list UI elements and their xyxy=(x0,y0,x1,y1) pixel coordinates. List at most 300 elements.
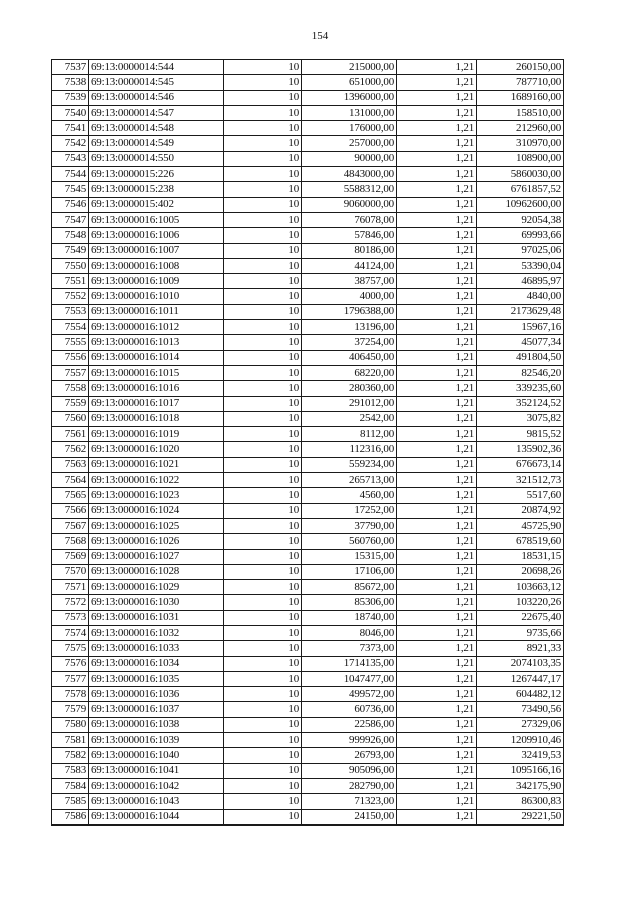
rate-cell: 10 xyxy=(224,243,302,258)
cadastral-number-cell: 69:13:0000016:1019 xyxy=(89,427,224,442)
coefficient-cell: 1,21 xyxy=(397,610,477,625)
rate-cell: 10 xyxy=(224,350,302,365)
cadastral-value-cell: 5588312,00 xyxy=(302,182,397,197)
cadastral-number-cell: 69:13:0000015:402 xyxy=(89,197,224,212)
coefficient-cell: 1,21 xyxy=(397,442,477,457)
rate-cell: 10 xyxy=(224,335,302,350)
total-value-cell: 678519,60 xyxy=(477,534,564,549)
cadastral-value-cell: 4000,00 xyxy=(302,289,397,304)
cadastral-value-cell: 4843000,00 xyxy=(302,167,397,182)
cadastral-number-cell: 69:13:0000016:1041 xyxy=(89,763,224,778)
total-value-cell: 212960,00 xyxy=(477,121,564,136)
rate-cell: 10 xyxy=(224,717,302,732)
row-number-cell: 7581 xyxy=(52,733,89,748)
coefficient-cell: 1,21 xyxy=(397,473,477,488)
table-row xyxy=(52,733,564,748)
cadastral-number-cell: 69:13:0000016:1028 xyxy=(89,564,224,579)
cadastral-number-cell: 69:13:0000016:1013 xyxy=(89,335,224,350)
total-value-cell: 1267447,17 xyxy=(477,671,564,686)
cadastral-value-cell: 176000,00 xyxy=(302,121,397,136)
table-row xyxy=(52,258,564,273)
cadastral-number-cell: 69:13:0000016:1039 xyxy=(89,733,224,748)
table-row xyxy=(52,365,564,380)
table-row xyxy=(52,748,564,763)
cadastral-number-cell: 69:13:0000016:1031 xyxy=(89,610,224,625)
rate-cell: 10 xyxy=(224,595,302,610)
rate-cell: 10 xyxy=(224,625,302,640)
rate-cell: 10 xyxy=(224,411,302,426)
cadastral-value-cell: 15315,00 xyxy=(302,549,397,564)
table-row xyxy=(52,610,564,625)
rate-cell: 10 xyxy=(224,794,302,809)
table-row xyxy=(52,595,564,610)
coefficient-cell: 1,21 xyxy=(397,763,477,778)
coefficient-cell: 1,21 xyxy=(397,121,477,136)
table-row xyxy=(52,167,564,182)
row-number-cell: 7542 xyxy=(52,136,89,151)
coefficient-cell: 1,21 xyxy=(397,289,477,304)
cadastral-value-cell: 2542,00 xyxy=(302,411,397,426)
coefficient-cell: 1,21 xyxy=(397,381,477,396)
table-row xyxy=(52,457,564,472)
total-value-cell: 92054,38 xyxy=(477,212,564,227)
row-number-cell: 7560 xyxy=(52,411,89,426)
table-row xyxy=(52,427,564,442)
table-row xyxy=(52,121,564,136)
rate-cell: 10 xyxy=(224,289,302,304)
cadastral-number-cell: 69:13:0000016:1040 xyxy=(89,748,224,763)
coefficient-cell: 1,21 xyxy=(397,136,477,151)
coefficient-cell: 1,21 xyxy=(397,794,477,809)
table-row xyxy=(52,442,564,457)
cadastral-value-cell: 8046,00 xyxy=(302,625,397,640)
coefficient-cell: 1,21 xyxy=(397,534,477,549)
rate-cell: 10 xyxy=(224,518,302,533)
cadastral-number-cell: 69:13:0000016:1017 xyxy=(89,396,224,411)
rate-cell: 10 xyxy=(224,151,302,166)
table-row xyxy=(52,687,564,702)
cadastral-number-cell: 69:13:0000016:1030 xyxy=(89,595,224,610)
table-row xyxy=(52,549,564,564)
row-number-cell: 7552 xyxy=(52,289,89,304)
total-value-cell: 97025,06 xyxy=(477,243,564,258)
table-row xyxy=(52,182,564,197)
cadastral-value-cell: 38757,00 xyxy=(302,274,397,289)
total-value-cell: 352124,52 xyxy=(477,396,564,411)
table-row xyxy=(52,289,564,304)
cadastral-value-cell: 71323,00 xyxy=(302,794,397,809)
cadastral-number-cell: 69:13:0000016:1016 xyxy=(89,381,224,396)
row-number-cell: 7566 xyxy=(52,503,89,518)
cadastral-value-cell: 90000,00 xyxy=(302,151,397,166)
cadastral-number-cell: 69:13:0000016:1034 xyxy=(89,656,224,671)
cadastral-value-cell: 60736,00 xyxy=(302,702,397,717)
rate-cell: 10 xyxy=(224,748,302,763)
cadastral-number-cell: 69:13:0000016:1011 xyxy=(89,304,224,319)
table-row xyxy=(52,212,564,227)
rate-cell: 10 xyxy=(224,60,302,75)
cadastral-number-cell: 69:13:0000014:545 xyxy=(89,75,224,90)
cadastral-number-cell: 69:13:0000016:1018 xyxy=(89,411,224,426)
table-row xyxy=(52,60,564,75)
coefficient-cell: 1,21 xyxy=(397,656,477,671)
row-number-cell: 7565 xyxy=(52,488,89,503)
total-value-cell: 22675,40 xyxy=(477,610,564,625)
rate-cell: 10 xyxy=(224,105,302,120)
table-row xyxy=(52,534,564,549)
rate-cell: 10 xyxy=(224,656,302,671)
total-value-cell: 321512,73 xyxy=(477,473,564,488)
rate-cell: 10 xyxy=(224,381,302,396)
total-value-cell: 342175,90 xyxy=(477,778,564,793)
coefficient-cell: 1,21 xyxy=(397,243,477,258)
coefficient-cell: 1,21 xyxy=(397,733,477,748)
cadastral-value-cell: 80186,00 xyxy=(302,243,397,258)
total-value-cell: 4840,00 xyxy=(477,289,564,304)
row-number-cell: 7570 xyxy=(52,564,89,579)
table-row xyxy=(52,75,564,90)
table-row xyxy=(52,411,564,426)
cadastral-value-cell: 18740,00 xyxy=(302,610,397,625)
cadastral-number-cell: 69:13:0000016:1012 xyxy=(89,320,224,335)
row-number-cell: 7547 xyxy=(52,212,89,227)
row-number-cell: 7576 xyxy=(52,656,89,671)
row-number-cell: 7578 xyxy=(52,687,89,702)
cadastral-value-cell: 1396000,00 xyxy=(302,90,397,105)
table-row xyxy=(52,503,564,518)
rate-cell: 10 xyxy=(224,809,302,825)
total-value-cell: 45725,90 xyxy=(477,518,564,533)
table-row xyxy=(52,396,564,411)
total-value-cell: 676673,14 xyxy=(477,457,564,472)
total-value-cell: 45077,34 xyxy=(477,335,564,350)
cadastral-value-cell: 37254,00 xyxy=(302,335,397,350)
row-number-cell: 7562 xyxy=(52,442,89,457)
row-number-cell: 7584 xyxy=(52,778,89,793)
total-value-cell: 46895,97 xyxy=(477,274,564,289)
cadastral-number-cell: 69:13:0000016:1042 xyxy=(89,778,224,793)
cadastral-number-cell: 69:13:0000014:548 xyxy=(89,121,224,136)
cadastral-value-cell: 24150,00 xyxy=(302,809,397,825)
total-value-cell: 73490,56 xyxy=(477,702,564,717)
cadastral-number-cell: 69:13:0000016:1025 xyxy=(89,518,224,533)
cadastral-number-cell: 69:13:0000016:1036 xyxy=(89,687,224,702)
table-row xyxy=(52,641,564,656)
row-number-cell: 7577 xyxy=(52,671,89,686)
coefficient-cell: 1,21 xyxy=(397,304,477,319)
coefficient-cell: 1,21 xyxy=(397,580,477,595)
row-number-cell: 7585 xyxy=(52,794,89,809)
rate-cell: 10 xyxy=(224,365,302,380)
total-value-cell: 53390,04 xyxy=(477,258,564,273)
cadastral-value-cell: 85672,00 xyxy=(302,580,397,595)
cadastral-number-cell: 69:13:0000014:547 xyxy=(89,105,224,120)
row-number-cell: 7563 xyxy=(52,457,89,472)
coefficient-cell: 1,21 xyxy=(397,75,477,90)
total-value-cell: 5517,60 xyxy=(477,488,564,503)
cadastral-number-cell: 69:13:0000014:549 xyxy=(89,136,224,151)
coefficient-cell: 1,21 xyxy=(397,274,477,289)
rate-cell: 10 xyxy=(224,197,302,212)
row-number-cell: 7583 xyxy=(52,763,89,778)
row-number-cell: 7551 xyxy=(52,274,89,289)
row-number-cell: 7557 xyxy=(52,365,89,380)
cadastral-value-cell: 406450,00 xyxy=(302,350,397,365)
total-value-cell: 69993,66 xyxy=(477,228,564,243)
cadastral-value-cell: 131000,00 xyxy=(302,105,397,120)
row-number-cell: 7572 xyxy=(52,595,89,610)
rate-cell: 10 xyxy=(224,457,302,472)
cadastral-value-cell: 905096,00 xyxy=(302,763,397,778)
rate-cell: 10 xyxy=(224,442,302,457)
coefficient-cell: 1,21 xyxy=(397,702,477,717)
rate-cell: 10 xyxy=(224,320,302,335)
total-value-cell: 310970,00 xyxy=(477,136,564,151)
cadastral-value-cell: 7373,00 xyxy=(302,641,397,656)
table-body xyxy=(52,60,564,825)
total-value-cell: 20874,92 xyxy=(477,503,564,518)
rate-cell: 10 xyxy=(224,473,302,488)
coefficient-cell: 1,21 xyxy=(397,671,477,686)
cadastral-number-cell: 69:13:0000016:1010 xyxy=(89,289,224,304)
row-number-cell: 7555 xyxy=(52,335,89,350)
coefficient-cell: 1,21 xyxy=(397,809,477,825)
coefficient-cell: 1,21 xyxy=(397,488,477,503)
table-row xyxy=(52,656,564,671)
cadastral-number-cell: 69:13:0000016:1007 xyxy=(89,243,224,258)
cadastral-value-cell: 1714135,00 xyxy=(302,656,397,671)
table-row xyxy=(52,304,564,319)
row-number-cell: 7541 xyxy=(52,121,89,136)
cadastral-number-cell: 69:13:0000016:1032 xyxy=(89,625,224,640)
coefficient-cell: 1,21 xyxy=(397,564,477,579)
coefficient-cell: 1,21 xyxy=(397,228,477,243)
cadastral-number-cell: 69:13:0000016:1006 xyxy=(89,228,224,243)
total-value-cell: 2074103,35 xyxy=(477,656,564,671)
total-value-cell: 86300,83 xyxy=(477,794,564,809)
cadastral-number-cell: 69:13:0000014:544 xyxy=(89,60,224,75)
cadastral-value-cell: 68220,00 xyxy=(302,365,397,380)
rate-cell: 10 xyxy=(224,488,302,503)
row-number-cell: 7564 xyxy=(52,473,89,488)
row-number-cell: 7546 xyxy=(52,197,89,212)
total-value-cell: 9735,66 xyxy=(477,625,564,640)
cadastral-value-cell: 17106,00 xyxy=(302,564,397,579)
total-value-cell: 82546,20 xyxy=(477,365,564,380)
cadastral-value-cell: 22586,00 xyxy=(302,717,397,732)
coefficient-cell: 1,21 xyxy=(397,503,477,518)
cadastral-number-cell: 69:13:0000016:1008 xyxy=(89,258,224,273)
row-number-cell: 7574 xyxy=(52,625,89,640)
rate-cell: 10 xyxy=(224,75,302,90)
cadastral-value-cell: 499572,00 xyxy=(302,687,397,702)
table-row xyxy=(52,228,564,243)
table-row xyxy=(52,564,564,579)
cadastral-value-cell: 37790,00 xyxy=(302,518,397,533)
rate-cell: 10 xyxy=(224,763,302,778)
total-value-cell: 491804,50 xyxy=(477,350,564,365)
cadastral-value-cell: 112316,00 xyxy=(302,442,397,457)
total-value-cell: 15967,16 xyxy=(477,320,564,335)
cadastral-number-cell: 69:13:0000016:1033 xyxy=(89,641,224,656)
cadastral-value-cell: 57846,00 xyxy=(302,228,397,243)
coefficient-cell: 1,21 xyxy=(397,167,477,182)
coefficient-cell: 1,21 xyxy=(397,411,477,426)
rate-cell: 10 xyxy=(224,702,302,717)
cadastral-number-cell: 69:13:0000016:1026 xyxy=(89,534,224,549)
table-row xyxy=(52,473,564,488)
table-row xyxy=(52,105,564,120)
table-row xyxy=(52,243,564,258)
coefficient-cell: 1,21 xyxy=(397,197,477,212)
table-row xyxy=(52,381,564,396)
table-row xyxy=(52,136,564,151)
coefficient-cell: 1,21 xyxy=(397,151,477,166)
row-number-cell: 7539 xyxy=(52,90,89,105)
row-number-cell: 7573 xyxy=(52,610,89,625)
row-number-cell: 7575 xyxy=(52,641,89,656)
total-value-cell: 339235,60 xyxy=(477,381,564,396)
table-row xyxy=(52,671,564,686)
coefficient-cell: 1,21 xyxy=(397,335,477,350)
cadastral-number-cell: 69:13:0000016:1024 xyxy=(89,503,224,518)
table-row xyxy=(52,794,564,809)
total-value-cell: 20698,26 xyxy=(477,564,564,579)
row-number-cell: 7556 xyxy=(52,350,89,365)
coefficient-cell: 1,21 xyxy=(397,641,477,656)
cadastral-number-cell: 69:13:0000015:226 xyxy=(89,167,224,182)
cadastral-number-cell: 69:13:0000014:550 xyxy=(89,151,224,166)
table-row xyxy=(52,518,564,533)
total-value-cell: 32419,53 xyxy=(477,748,564,763)
coefficient-cell: 1,21 xyxy=(397,595,477,610)
cadastral-value-cell: 559234,00 xyxy=(302,457,397,472)
row-number-cell: 7580 xyxy=(52,717,89,732)
cadastral-number-cell: 69:13:0000016:1014 xyxy=(89,350,224,365)
table-row xyxy=(52,488,564,503)
cadastral-value-cell: 291012,00 xyxy=(302,396,397,411)
row-number-cell: 7545 xyxy=(52,182,89,197)
total-value-cell: 1209910,46 xyxy=(477,733,564,748)
cadastral-number-cell: 69:13:0000016:1015 xyxy=(89,365,224,380)
row-number-cell: 7553 xyxy=(52,304,89,319)
cadastral-value-cell: 26793,00 xyxy=(302,748,397,763)
table-row xyxy=(52,702,564,717)
rate-cell: 10 xyxy=(224,778,302,793)
total-value-cell: 103663,12 xyxy=(477,580,564,595)
cadastral-value-cell: 265713,00 xyxy=(302,473,397,488)
coefficient-cell: 1,21 xyxy=(397,717,477,732)
coefficient-cell: 1,21 xyxy=(397,518,477,533)
table-row xyxy=(52,717,564,732)
cadastral-number-cell: 69:13:0000015:238 xyxy=(89,182,224,197)
total-value-cell: 135902,36 xyxy=(477,442,564,457)
coefficient-cell: 1,21 xyxy=(397,365,477,380)
row-number-cell: 7568 xyxy=(52,534,89,549)
row-number-cell: 7548 xyxy=(52,228,89,243)
cadastral-value-cell: 85306,00 xyxy=(302,595,397,610)
total-value-cell: 6761857,52 xyxy=(477,182,564,197)
rate-cell: 10 xyxy=(224,549,302,564)
rate-cell: 10 xyxy=(224,182,302,197)
rate-cell: 10 xyxy=(224,228,302,243)
registry-table xyxy=(51,59,564,826)
total-value-cell: 5860030,00 xyxy=(477,167,564,182)
rate-cell: 10 xyxy=(224,564,302,579)
cadastral-value-cell: 257000,00 xyxy=(302,136,397,151)
row-number-cell: 7586 xyxy=(52,809,89,825)
row-number-cell: 7550 xyxy=(52,258,89,273)
coefficient-cell: 1,21 xyxy=(397,320,477,335)
total-value-cell: 787710,00 xyxy=(477,75,564,90)
row-number-cell: 7554 xyxy=(52,320,89,335)
rate-cell: 10 xyxy=(224,610,302,625)
total-value-cell: 9815,52 xyxy=(477,427,564,442)
cadastral-value-cell: 17252,00 xyxy=(302,503,397,518)
total-value-cell: 18531,15 xyxy=(477,549,564,564)
cadastral-value-cell: 999926,00 xyxy=(302,733,397,748)
coefficient-cell: 1,21 xyxy=(397,549,477,564)
rate-cell: 10 xyxy=(224,274,302,289)
total-value-cell: 8921,33 xyxy=(477,641,564,656)
cadastral-number-cell: 69:13:0000016:1029 xyxy=(89,580,224,595)
table-row xyxy=(52,197,564,212)
rate-cell: 10 xyxy=(224,503,302,518)
cadastral-value-cell: 44124,00 xyxy=(302,258,397,273)
cadastral-value-cell: 560760,00 xyxy=(302,534,397,549)
coefficient-cell: 1,21 xyxy=(397,105,477,120)
total-value-cell: 103220,26 xyxy=(477,595,564,610)
cadastral-value-cell: 282790,00 xyxy=(302,778,397,793)
table-row xyxy=(52,778,564,793)
page-number: 154 xyxy=(311,30,329,42)
coefficient-cell: 1,21 xyxy=(397,350,477,365)
rate-cell: 10 xyxy=(224,304,302,319)
cadastral-number-cell: 69:13:0000016:1022 xyxy=(89,473,224,488)
row-number-cell: 7544 xyxy=(52,167,89,182)
table-row xyxy=(52,274,564,289)
row-number-cell: 7561 xyxy=(52,427,89,442)
rate-cell: 10 xyxy=(224,534,302,549)
row-number-cell: 7582 xyxy=(52,748,89,763)
cadastral-number-cell: 69:13:0000016:1035 xyxy=(89,671,224,686)
cadastral-value-cell: 76078,00 xyxy=(302,212,397,227)
cadastral-value-cell: 215000,00 xyxy=(302,60,397,75)
rate-cell: 10 xyxy=(224,580,302,595)
total-value-cell: 3075,82 xyxy=(477,411,564,426)
rate-cell: 10 xyxy=(224,212,302,227)
cadastral-number-cell: 69:13:0000016:1020 xyxy=(89,442,224,457)
rate-cell: 10 xyxy=(224,733,302,748)
total-value-cell: 27329,06 xyxy=(477,717,564,732)
coefficient-cell: 1,21 xyxy=(397,625,477,640)
cadastral-number-cell: 69:13:0000016:1038 xyxy=(89,717,224,732)
table-row xyxy=(52,320,564,335)
row-number-cell: 7543 xyxy=(52,151,89,166)
cadastral-value-cell: 9060000,00 xyxy=(302,197,397,212)
row-number-cell: 7540 xyxy=(52,105,89,120)
row-number-cell: 7559 xyxy=(52,396,89,411)
table-row xyxy=(52,763,564,778)
total-value-cell: 108900,00 xyxy=(477,151,564,166)
cadastral-number-cell: 69:13:0000014:546 xyxy=(89,90,224,105)
cadastral-value-cell: 8112,00 xyxy=(302,427,397,442)
coefficient-cell: 1,21 xyxy=(397,396,477,411)
coefficient-cell: 1,21 xyxy=(397,90,477,105)
table-row xyxy=(52,90,564,105)
total-value-cell: 29221,50 xyxy=(477,809,564,825)
cadastral-number-cell: 69:13:0000016:1044 xyxy=(89,809,224,825)
